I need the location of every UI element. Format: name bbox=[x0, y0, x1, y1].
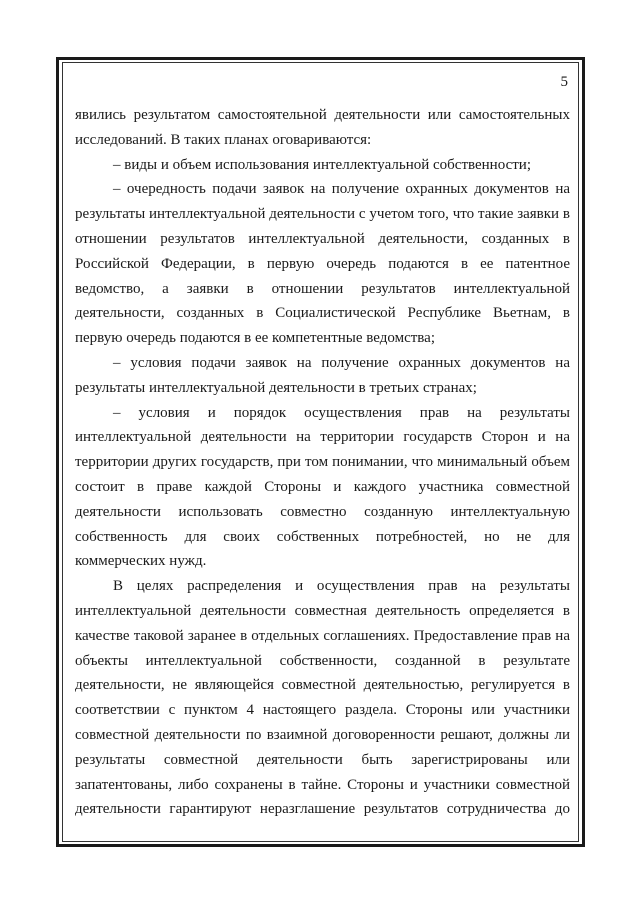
paragraph-list-item-third-countries: – условия подачи заявок на получение охранных документов на результаты интеллектуальной деятельности в третьих странах; bbox=[75, 354, 570, 396]
paragraph-list-item-filing-order: – очередность подачи заявок на получение охранных документов на результаты интеллектуальной деятельности с учетом того, что такие заявки в отношении результатов интеллектуальной деятельности, созданных в Российской Федерации, в первую очередь подаются в ее патентное ведомство, а заявки в отношении результатов интеллектуальной деятельности, созданных в Социалистической Республике Вьетнам, в первую очередь подаются в ее компетентные ведомства; bbox=[75, 181, 570, 347]
paragraph-intro-continued: явились результатом самостоятельной деятельности или самостоятельных исследований. В таких планах оговариваются: bbox=[75, 107, 570, 148]
paragraph-joint-activity: В целях распределения и осуществления прав на результаты интеллектуальной деятельности совместная деятельность определяется в качестве таковой заранее в отдельных соглашениях. Предоставление прав на объекты интеллектуальной собственности, созданной в результате деятельности, не являющейся совместной деятельностью, регулируется в соответствии с пунктом 4 настоящего раздела. Стороны или участники совместной деятельности по взаимной договоренности решают, должны ли результаты совместной деятельности быть зарегистрированы или запатентованы, либо сохранены в тайне. Стороны и участники совместной деятельности гарантируют неразглашение результатов сотрудничества до bbox=[75, 578, 570, 818]
paragraph-list-item-rights-exercise: – условия и порядок осуществления прав на результаты интеллектуальной деятельности на территории государств Сторон и на территории других государств, при том понимании, что минимальный объем состоит в праве каждой Стороны и каждого участника совместной деятельности использовать совместно созданную интеллектуальную собственность для своих собственных потребностей, но не для коммерческих нужд. bbox=[75, 404, 570, 570]
page-number: 5 bbox=[560, 74, 568, 90]
paragraph-list-item-usage: – виды и объем использования интеллектуальной собственности; bbox=[113, 156, 531, 173]
document-body bbox=[75, 103, 570, 822]
